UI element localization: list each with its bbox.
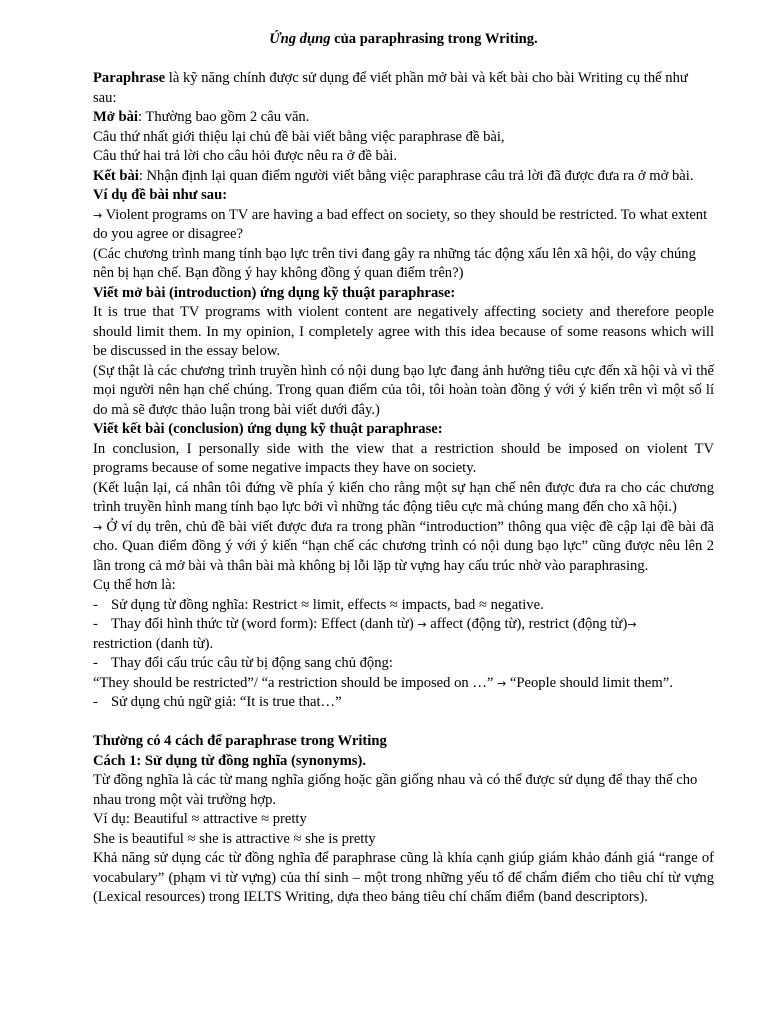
list-item1-text: Sử dụng từ đồng nghĩa: Restrict ≈ limit, effects ≈ impacts, bad ≈ negative. [111, 596, 544, 613]
concl-en: In conclusion, I personally side with the view that a restriction should be imposed on violent TV programs because of some negative impacts they have on society. [93, 440, 714, 476]
cach1-heading [93, 752, 714, 772]
analysis-paragraph [93, 518, 714, 577]
ket-bai-text: : Nhận định lại quan điểm người viết bằng việc paraphrase câu trả lời đã được đưa ra ở mở bài. [138, 167, 694, 184]
arrow-icon: → [627, 618, 637, 631]
arrow-icon: → [93, 520, 103, 534]
mo-bai-line1: Câu thứ nhất giới thiệu lại chủ đề bài viết bằng việc paraphrase đề bài, [93, 128, 505, 145]
intro-heading [93, 284, 714, 304]
list-item3-text: Thay đổi cấu trúc câu từ bị động sang chủ động: [111, 655, 393, 671]
four-ways-heading-text: Thường có 4 cách để paraphrase trong Writing [93, 733, 387, 749]
list-item: - Thay đổi cấu trúc câu từ bị động sang chủ động: [93, 655, 393, 671]
vi-du-heading [93, 186, 714, 206]
intro-paragraph [93, 69, 714, 108]
prompt-en [93, 206, 714, 245]
arrow-icon: → [93, 208, 103, 222]
analysis-text: Ở ví dụ trên, chủ đề bài viết được đưa ra trong phần “introduction” thông qua việc đề cập lại đề bài đã cho. Quan điểm đồng ý với ý kiến “hạn chế các chương trình có nội dung bạo lực” cũng được nêu lên 2 lần trong cả mở bài và thân bài mà không bị lỗi lặp từ vựng hay cấu trúc nhờ vào paraphrasing. [93, 518, 714, 574]
intro-term: Paraphrase [93, 70, 166, 86]
ket-bai-label: Kết bài [93, 167, 139, 184]
cu-the-label: Cụ thể hơn là: [93, 577, 176, 593]
list-item: - Sử dụng chủ ngữ giả: “It is true that…” [93, 694, 342, 710]
title-italic: Ứng dụng [269, 31, 331, 47]
document-title [93, 30, 714, 50]
list-item2a-text: Thay đổi hình thức từ (word form): Effect (danh từ) [111, 616, 418, 632]
mo-bai-line2: Câu thứ hai trả lời cho câu hỏi được nêu ra ở đề bài. [93, 148, 397, 164]
cach1-note: Khả năng sử dụng các từ đồng nghĩa để paraphrase cũng là khía cạnh giúp giám khảo đánh giá “range of vocabulary” (phạm vi từ vựng) của thí sinh – một trong những yếu tố để chấm điểm cho tiêu chí từ vựng (Lexical resources) trong IELTS Writing, dựa theo bảng tiêu chí chấm điểm (band descriptors). [93, 850, 714, 905]
document-page [93, 30, 714, 908]
arrow-icon: → [417, 618, 427, 631]
four-ways-heading [93, 732, 714, 752]
list-item: - Thay đổi hình thức từ (word form): Effect (danh từ) → affect (động từ), restrict (động từ)→ [93, 616, 637, 632]
prompt-en-text: Violent programs on TV are having a bad effect on society, so they should be restricted. To what extent do you agree or disagree? [93, 206, 708, 242]
cach1-definition: Từ đồng nghĩa là các từ mang nghĩa giống hoặc gần giống nhau và có thể được sử dụng để thay thế cho nhau trong một vài trường hợp. [93, 772, 698, 808]
arrow-icon: → [497, 676, 507, 690]
list-item2b-text: affect (động từ), restrict (động từ) [426, 616, 628, 632]
quote-b: “People should limit them”. [506, 674, 673, 691]
intro-en: It is true that TV programs with violent content are negatively affecting society and therefore people should limit them. In my opinion, I completely agree with this idea because of some reasons which will be discussed in the essay below. [93, 304, 714, 359]
mo-bai-label: Mở bài [93, 109, 138, 125]
vi-du-heading-text: Ví dụ đề bài như sau: [93, 187, 228, 203]
ket-bai-line [93, 167, 714, 187]
prompt-vi: (Các chương trình mang tính bạo lực trên tivi đang gây ra những tác động xấu lên xã hội, do vậy chúng nên bị hạn chế. Bạn đồng ý hay không đồng ý quan điểm trên?) [93, 245, 696, 281]
cach1-heading-text: Cách 1: Sử dụng từ đồng nghĩa (synonyms). [93, 752, 366, 769]
list-item3-quote [93, 674, 714, 694]
intro-text: là kỹ năng chính được sử dụng để viết phần mở bài và kết bài cho bài Writing cụ thể như sau: [93, 70, 688, 106]
cach1-example2: She is beautiful ≈ she is attractive ≈ she is pretty [93, 830, 376, 847]
concl-heading [93, 420, 714, 440]
intro-heading-text: Viết mở bài (introduction) ứng dụng kỹ thuật paraphrase: [93, 284, 456, 301]
list-item4-text: Sử dụng chủ ngữ giả: “It is true that…” [111, 694, 342, 710]
intro-vi: (Sự thật là các chương trình truyền hình có nội dung bạo lực đang ảnh hưởng tiêu cực đến xã hội và vì thế mọi người nên hạn chế chúng. Trong quan điểm của tôi, tôi hoàn toàn đồng ý với ý kiến trên vì một số lí do mà sẽ được thảo luận trong bài viết dưới đây.) [93, 362, 714, 418]
spacer [93, 713, 714, 733]
quote-a: “They should be restricted”/ “a restriction should be imposed on …” [93, 674, 498, 691]
title-rest: của paraphrasing trong Writing. [330, 31, 538, 47]
list-item2c-text: restriction (danh từ). [93, 635, 214, 652]
concl-vi: (Kết luận lại, cá nhân tôi đứng về phía ý kiến cho rằng một sự hạn chế nên được đưa ra cho các chương trình truyền hình mang tính bạo lực bởi vì những tác động tiêu cực mà chúng mang đến cho xã hội.) [93, 479, 714, 515]
concl-heading-text: Viết kết bài (conclusion) ứng dụng kỹ thuật paraphrase: [93, 421, 443, 437]
cach1-example1: Ví dụ: Beautiful ≈ attractive ≈ pretty [93, 811, 307, 827]
mo-bai-text: : Thường bao gồm 2 câu văn. [137, 109, 310, 125]
list-item: - Sử dụng từ đồng nghĩa: Restrict ≈ limit, effects ≈ impacts, bad ≈ negative. [93, 596, 544, 613]
mo-bai-line [93, 108, 714, 128]
